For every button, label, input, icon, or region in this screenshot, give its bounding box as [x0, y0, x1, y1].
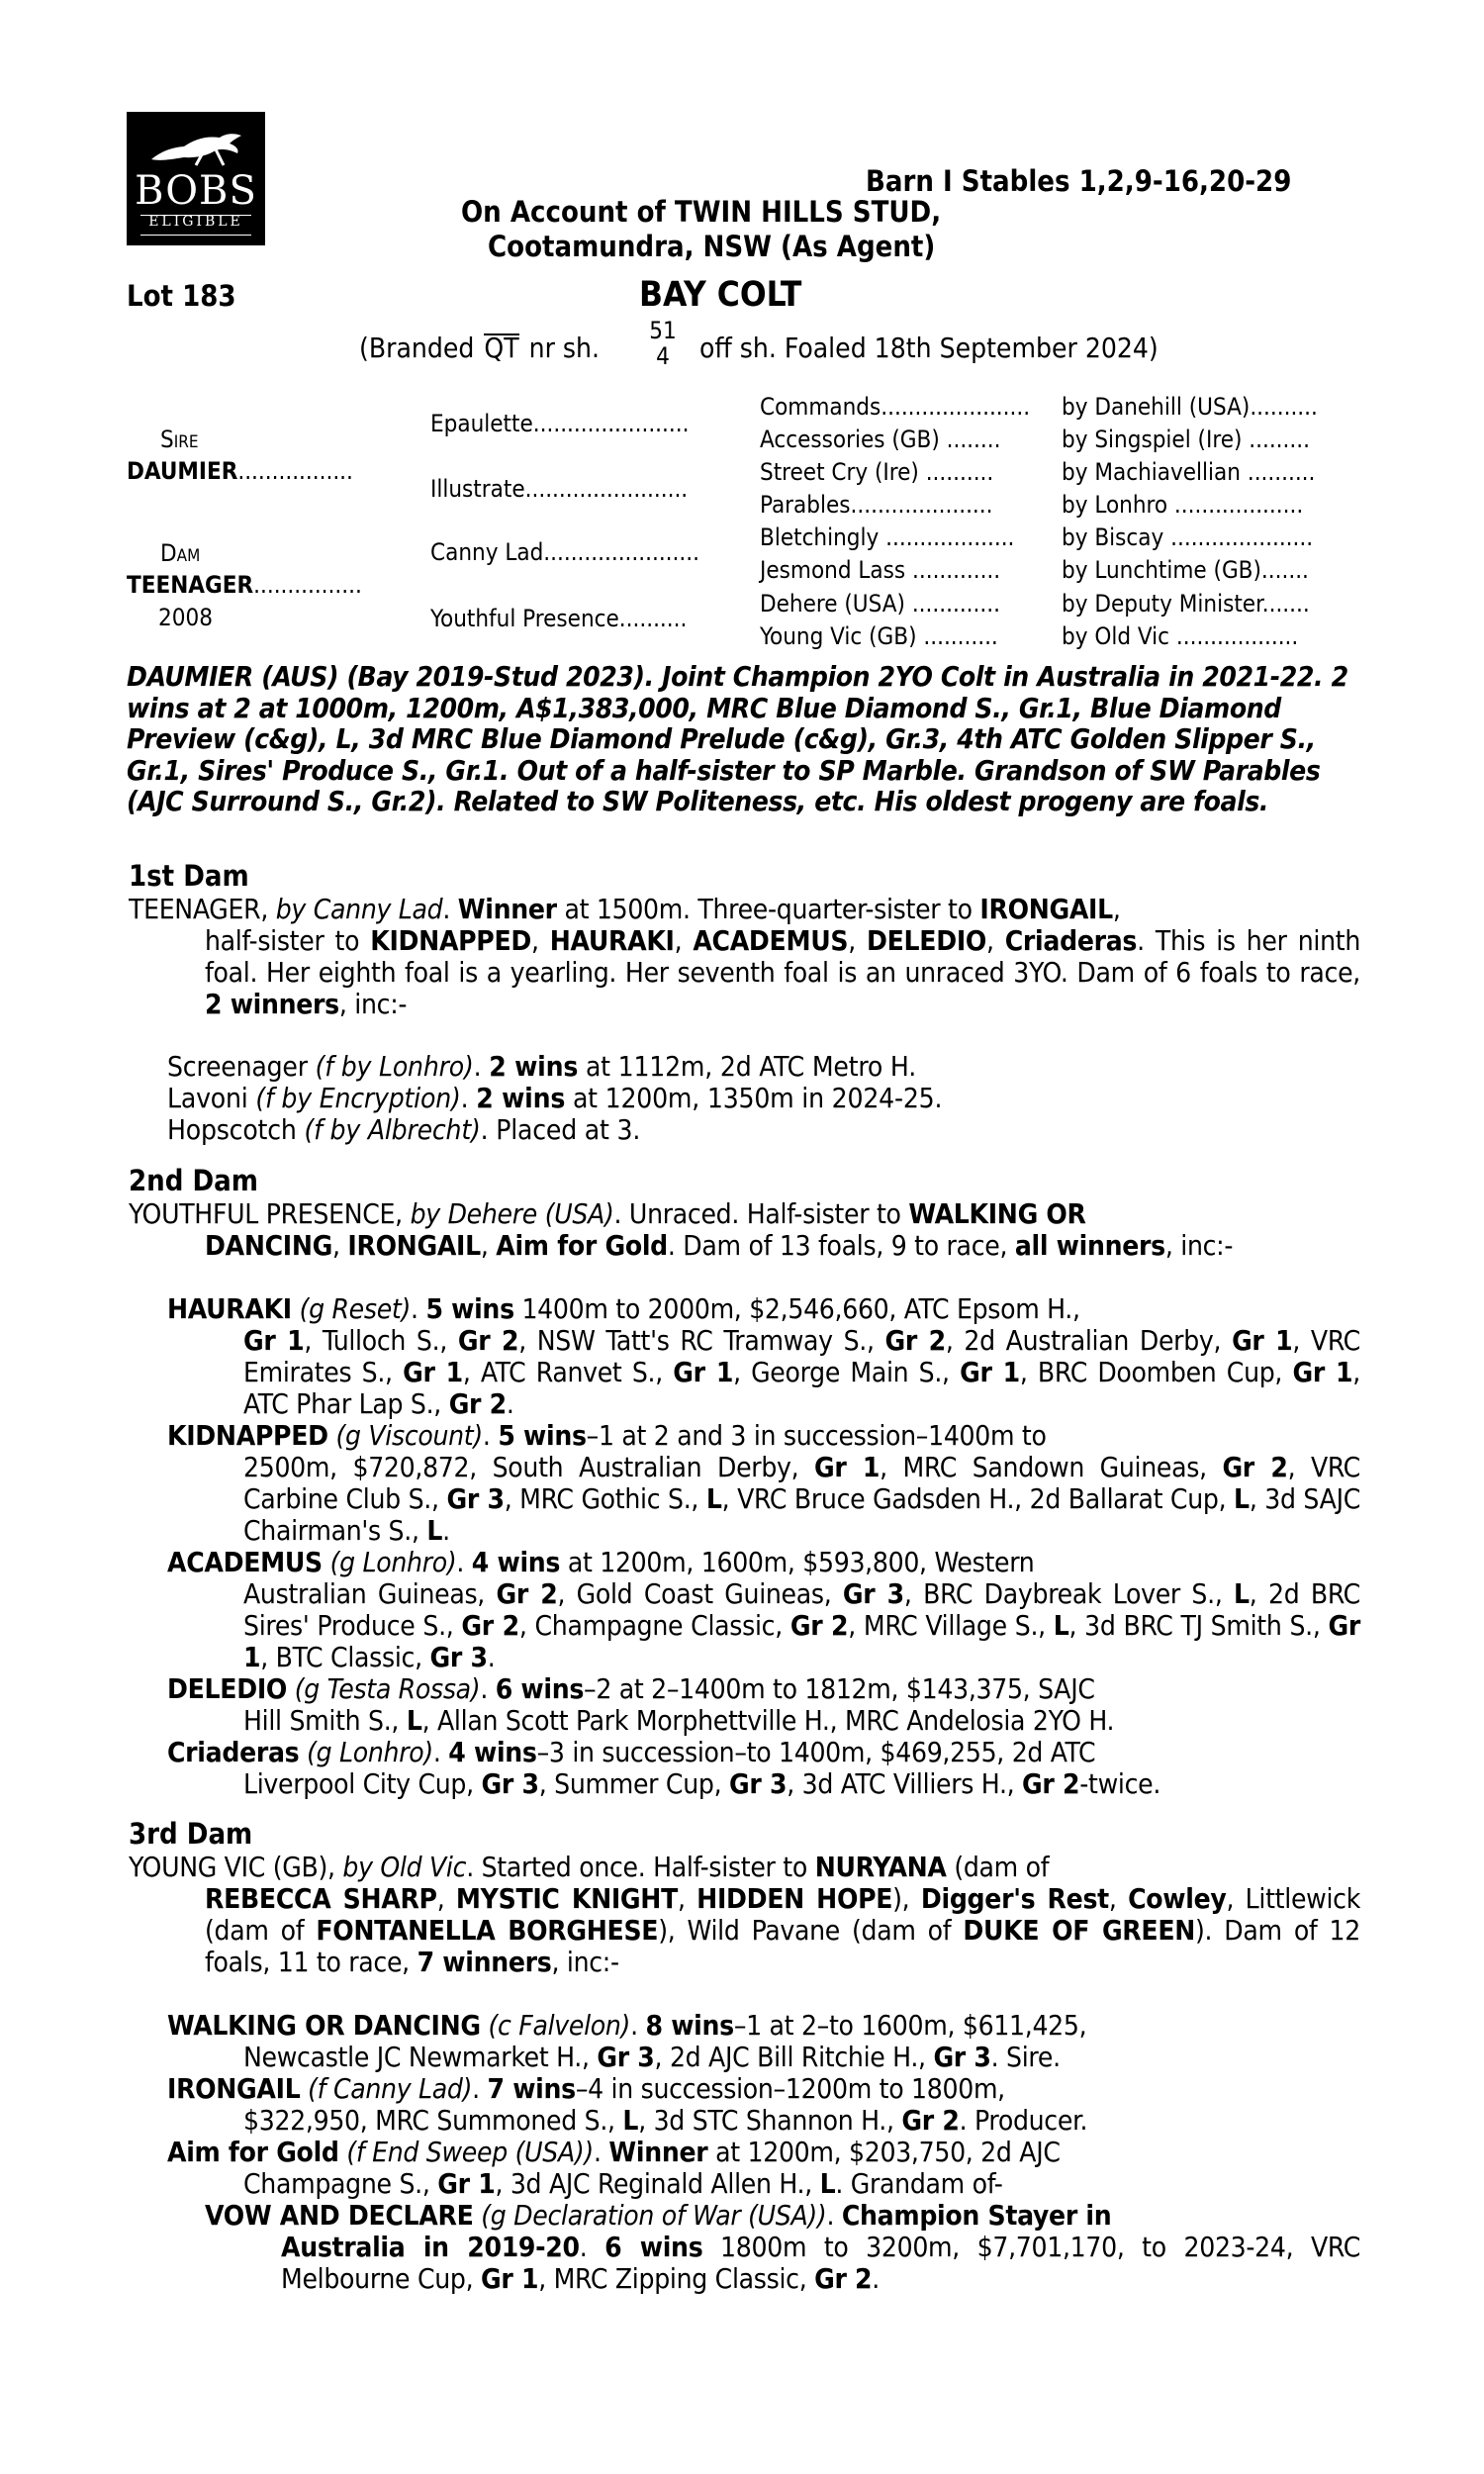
brand-prefix: (Branded: [359, 332, 475, 364]
g3-by: by Lunchtime (GB).......: [1062, 556, 1309, 584]
progeny-line: Screenager (f by Lonhro). 2 wins at 1112m, 2d ATC Metro H.: [167, 1050, 916, 1083]
bobs-eligible-logo: [127, 112, 265, 245]
progeny-entry: VOW AND DECLARE (g Declaration of War (USA)). Champion Stayer in: [205, 2199, 1112, 2232]
dam-label: Dam: [160, 539, 201, 567]
dam3-text: YOUNG VIC (GB), by Old Vic. Started once. Half-sister to NURYANA (dam of: [129, 1851, 1050, 1883]
brand-fraction: [648, 317, 678, 370]
progeny-entry: ACADEMUS (g Lonhro). 4 wins at 1200m, 1600m, $593,800, Western: [167, 1546, 1035, 1578]
dam1-text-cont: half-sister to KIDNAPPED, HAURAKI, ACADEMUS, DELEDIO, Criaderas. This is her ninth foal. Her eighth foal is a yearling. Her seventh foal is an unraced 3YO. Dam of 6 foals to race, 2 winners, inc:-: [205, 924, 1360, 1020]
progeny-entry: WALKING OR DANCING (c Falvelon). 8 wins–1 at 2–to 1600m, $611,425,: [167, 2009, 1087, 2042]
dam-dam: Youthful Presence..........: [430, 605, 688, 632]
dam2-text-cont: DANCING, IRONGAIL, Aim for Gold. Dam of 13 foals, 9 to race, all winners, inc:-: [205, 1229, 1234, 1262]
brand-num-top: 51: [649, 317, 677, 344]
logo-sub: ELIGIBLE: [148, 214, 243, 230]
g3-row: Parables.....................: [760, 491, 993, 519]
brand-mid: nr sh.: [528, 332, 601, 364]
account-line-2: Cootamundra, NSW (As Agent): [488, 230, 936, 263]
g3-by: by Lonhro ...................: [1062, 491, 1304, 519]
grandsire: Epaulette.......................: [430, 410, 690, 437]
brand-suffix: off sh. Foaled 18th September 2024): [699, 332, 1159, 364]
progeny-entry-cont: Gr 1, Tulloch S., Gr 2, NSW Tatt's RC Tramway S., Gr 2, 2d Australian Derby, Gr 1, VRC Emirates S., Gr 1, ATC Ranvet S., Gr 1, George Main S., Gr 1, BRC Doomben Cup, Gr 1, ATC Phar Lap S., Gr 2.: [243, 1324, 1360, 1420]
g3-by: by Deputy Minister.......: [1062, 590, 1310, 618]
progeny-entry: Aim for Gold (f End Sweep (USA)). Winner at 1200m, $203,750, 2d AJC: [167, 2136, 1061, 2168]
lot-number: Lot 183: [127, 279, 236, 313]
dam-year: 2008: [158, 604, 213, 631]
g3-row: Street Cry (Ire) ..........: [760, 458, 994, 486]
g3-row: Commands......................: [760, 393, 1031, 421]
g3-row: Bletchingly ...................: [760, 523, 1015, 551]
section-heading: 2nd Dam: [129, 1164, 258, 1197]
g3-by: by Biscay .....................: [1062, 523, 1314, 551]
progeny-entry-cont: Liverpool City Cup, Gr 3, Summer Cup, Gr 3, 3d ATC Villiers H., Gr 2-twice.: [243, 1767, 1161, 1800]
dam-row: TEENAGER................: [127, 571, 362, 599]
sire-row: DAUMIER.................: [127, 457, 353, 485]
g3-by: by Machiavellian ..........: [1062, 458, 1316, 486]
progeny-entry: HAURAKI (g Reset). 5 wins 1400m to 2000m, $2,546,660, ATC Epsom H.,: [167, 1292, 1080, 1325]
grandsire-dam: Illustrate........................: [430, 475, 689, 503]
progeny-entry-cont: 2500m, $720,872, South Australian Derby, Gr 1, MRC Sandown Guineas, Gr 2, VRC Carbine Club S., Gr 3, MRC Gothic S., L, VRC Bruce Gadsden H., 2d Ballarat Cup, L, 3d SAJC Chairman's S., L.: [243, 1451, 1360, 1547]
dam1-text: TEENAGER, by Canny Lad. Winner at 1500m. Three-quarter-sister to IRONGAIL,: [129, 893, 1121, 925]
progeny-line: Lavoni (f by Encryption). 2 wins at 1200m, 1350m in 2024-25.: [167, 1082, 943, 1114]
section-heading: 3rd Dam: [129, 1817, 253, 1851]
brand-mark: QT: [484, 332, 519, 364]
g3-by: by Danehill (USA)..........: [1062, 393, 1318, 421]
progeny-entry-cont: Newcastle JC Newmarket H., Gr 3, 2d AJC Bill Ritchie H., Gr 3. Sire.: [243, 2041, 1061, 2073]
progeny-entry: Criaderas (g Lonhro). 4 wins–3 in succession–to 1400m, $469,255, 2d ATC: [167, 1736, 1096, 1768]
progeny-entry-cont: Australian Guineas, Gr 2, Gold Coast Guineas, Gr 3, BRC Daybreak Lover S., L, 2d BRC Sires' Produce S., Gr 2, Champagne Classic, Gr 2, MRC Village S., L, 3d BRC TJ Smith S., Gr 1, BTC Classic, Gr 3.: [243, 1577, 1360, 1673]
g3-row: Dehere (USA) .............: [760, 590, 1000, 618]
horse-icon: [146, 130, 245, 169]
progeny-entry-cont: Hill Smith S., L, Allan Scott Park Morphettville H., MRC Andelosia 2YO H.: [243, 1704, 1115, 1737]
account-line-1: On Account of TWIN HILLS STUD,: [461, 195, 942, 229]
brand-line: [359, 332, 600, 364]
dam-name: TEENAGER: [127, 571, 254, 599]
brand-num-bottom: 4: [656, 342, 670, 370]
progeny-line: Hopscotch (f by Albrecht). Placed at 3.: [167, 1113, 641, 1146]
progeny-entry: DELEDIO (g Testa Rossa). 6 wins–2 at 2–1400m to 1812m, $143,375, SAJC: [167, 1672, 1095, 1705]
g3-row: Young Vic (GB) ...........: [760, 622, 998, 650]
g3-by: by Old Vic ..................: [1062, 622, 1299, 650]
sire-note: DAUMIER (AUS) (Bay 2019-Stud 2023). Joint Champion 2YO Colt in Australia in 2021-22. 2 wins at 2 at 1000m, 1200m, A$1,383,000, MRC Blue Diamond S., Gr.1, Blue Diamond Preview (c&g), L, 3d MRC Blue Diamond Prelude (c&g), Gr.3, 4th ATC Golden Slipper S., Gr.1, Sires' Produce S., Gr.1. Out of a half-sister to SP Marble. Grandson of SW Parables (AJC Surround S., Gr.2). Related to SW Politeness, etc. His oldest progeny are foals.: [127, 660, 1348, 817]
dam3-text-cont: REBECCA SHARP, MYSTIC KNIGHT, HIDDEN HOPE), Digger's Rest, Cowley, Littlewick (dam of FONTANELLA BORGHESE), Wild Pavane (dam of DUKE OF GREEN). Dam of 12 foals, 11 to race, 7 winners, inc:-: [205, 1882, 1360, 1978]
dam2-text: YOUTHFUL PRESENCE, by Dehere (USA). Unraced. Half-sister to WALKING OR: [129, 1197, 1086, 1230]
progeny-entry: IRONGAIL (f Canny Lad). 7 wins–4 in succession–1200m to 1800m,: [167, 2072, 1005, 2105]
sire-label: Sire: [160, 426, 199, 453]
barn-location: Barn I Stables 1,2,9-16,20-29: [866, 164, 1292, 198]
logo-rule: [140, 235, 251, 236]
lot-title: BAY COLT: [639, 275, 802, 315]
progeny-entry-cont: Australia in 2019-20. 6 wins 1800m to 3200m, $7,701,170, to 2023-24, VRC Melbourne Cup, Gr 1, MRC Zipping Classic, Gr 2.: [281, 2231, 1361, 2295]
progeny-entry-cont: Champagne S., Gr 1, 3d AJC Reginald Allen H., L. Grandam of-: [243, 2167, 1003, 2200]
progeny-entry-cont: $322,950, MRC Summoned S., L, 3d STC Shannon H., Gr 2. Producer.: [243, 2104, 1088, 2137]
logo-brand: BOBS: [135, 168, 257, 214]
progeny-entry: KIDNAPPED (g Viscount). 5 wins–1 at 2 and 3 in succession–1400m to: [167, 1419, 1047, 1452]
g3-row: Jesmond Lass .............: [760, 556, 1001, 584]
section-heading: 1st Dam: [129, 859, 249, 893]
g3-by: by Singspiel (Ire) .........: [1062, 426, 1310, 453]
sire-name: DAUMIER: [127, 457, 238, 485]
dam-sire: Canny Lad.......................: [430, 538, 699, 566]
g3-row: Accessories (GB) ........: [760, 426, 1001, 453]
